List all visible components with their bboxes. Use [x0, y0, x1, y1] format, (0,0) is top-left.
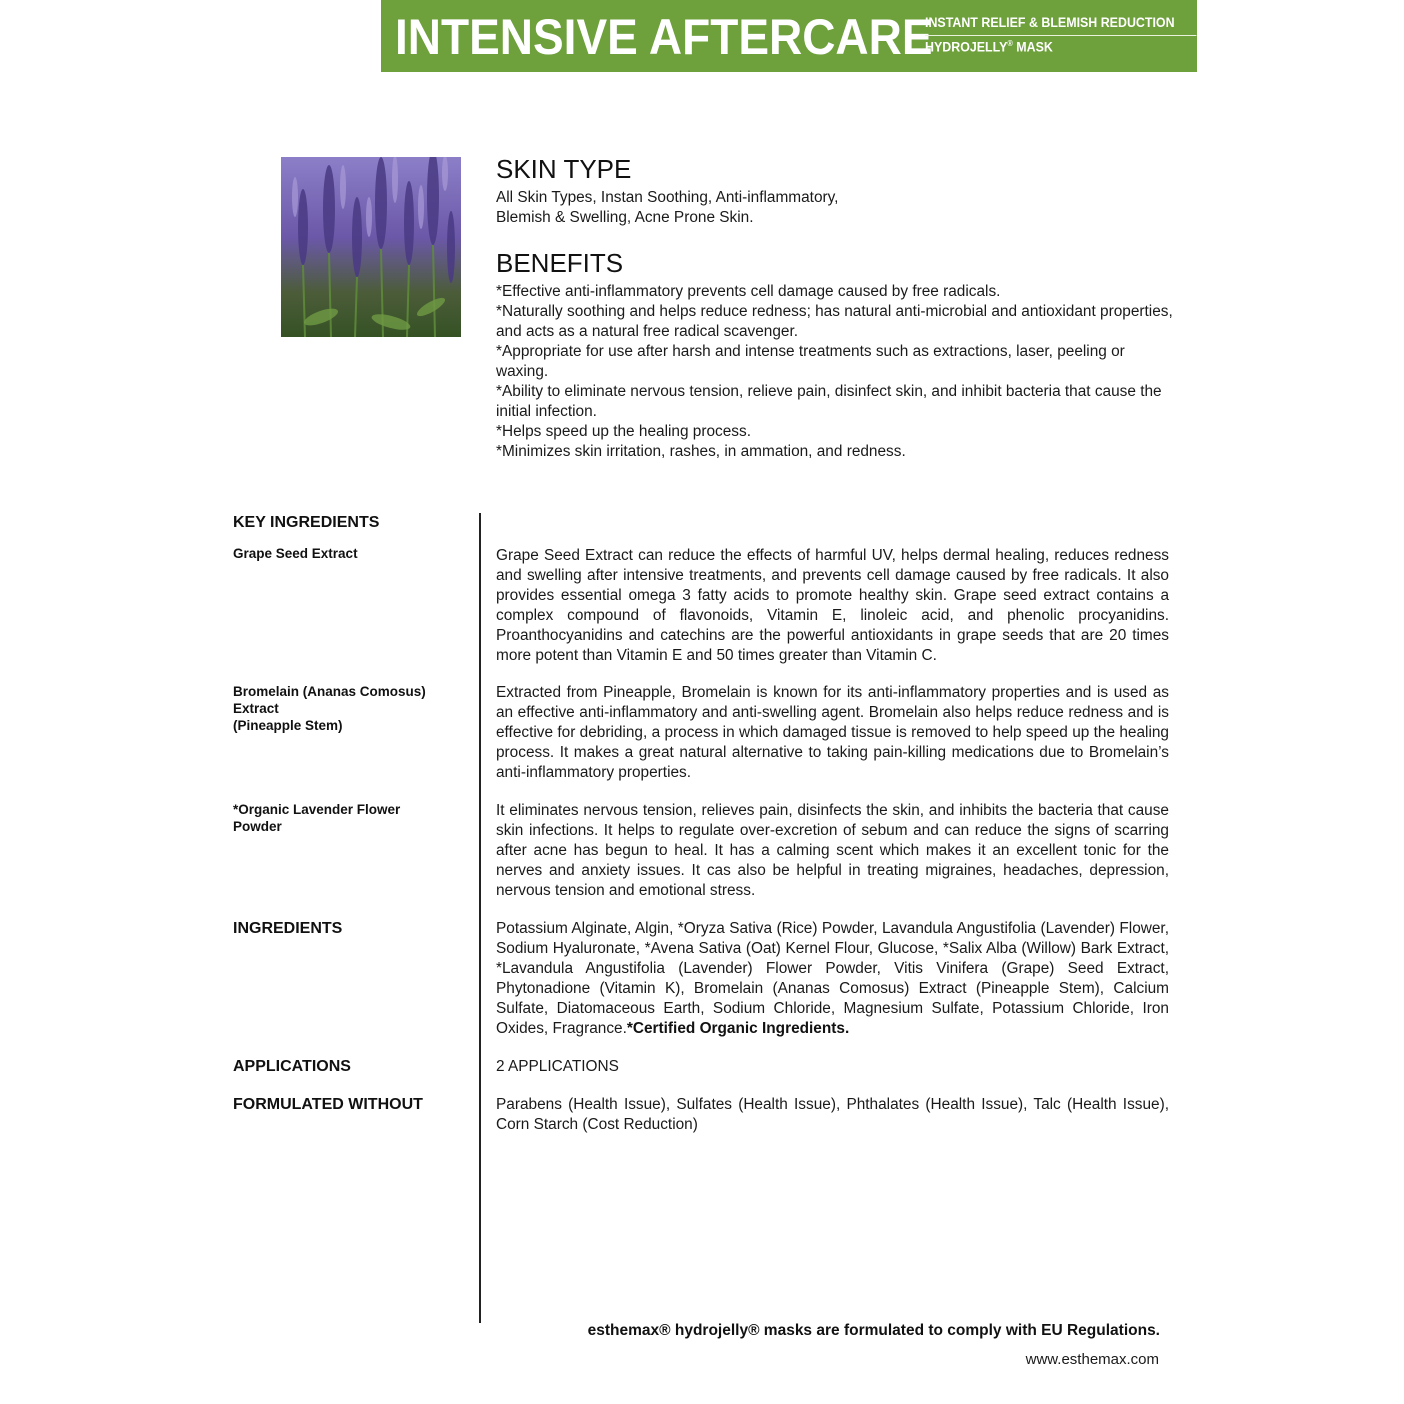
lavender-illustration [281, 157, 461, 337]
applications-heading: APPLICATIONS [233, 1058, 351, 1075]
ingredient-name-line: *Organic Lavender Flower [233, 802, 401, 817]
header-banner [381, 0, 1197, 72]
skin-type-text [496, 188, 1176, 228]
ingredients-list: Potassium Alginate, Algin, *Oryza Sativa (Rice) Powder, Lavandula Angustifolia (Lavender) Flower, Sodium Hyaluronate, *Avena Sativa (Oat) Kernel Flour, Glucose, *Salix Alba (Willow) Bark Extract, *Lavandula Angustifolia (Lavender) Flower Powder, Vitis Vinifera (Grape) Seed Extract, Phytonadione (Vitamin K), Bromelain (Ananas Comosus) Extract (Pineapple Stem), Calcium Sulfate, Diatomaceous Earth, Sodium Chloride, Magnesium Sulfate, Potassium Chloride, Iron Oxides, Fragrance. [496, 920, 1169, 1037]
benefit-item: *Naturally soothing and helps reduce redness; has natural anti-microbial and antioxidant properties, and acts as a natural free radical scavenger. [496, 303, 1173, 340]
benefit-item: *Helps speed up the healing process. [496, 423, 751, 440]
subtitle-line-1: INSTANT RELIEF & BLEMISH REDUCTION [925, 15, 1196, 36]
ingredient-name-line: Bromelain (Ananas Comosus) [233, 684, 426, 699]
product-title: INTENSIVE AFTERCARE [395, 9, 933, 65]
benefit-item: *Appropriate for use after harsh and intense treatments such as extractions, laser, peeling or waxing. [496, 343, 1125, 380]
subtitle-suffix: MASK [1012, 39, 1053, 55]
skin-type-heading: SKIN TYPE [496, 154, 632, 184]
formulated-without-heading: FORMULATED WITHOUT [233, 1096, 423, 1113]
registered-mark: ® [1007, 39, 1013, 48]
website-url[interactable]: www.esthemax.com [1025, 1351, 1159, 1368]
key-ingredients-heading: KEY INGREDIENTS [233, 514, 380, 531]
ingredient-text-bromelain: Extracted from Pineapple, Bromelain is known for its anti-inflammatory properties and is used as an effective anti-inflammatory and anti-swelling agent. Bromelain also helps reduce redness and is effective for debriding, a process in which damaged tissue is removed to help speed up the healing process. It makes a great natural alternative to taking pain-killing medications due to Bromelain’s anti-inflammatory properties. [496, 684, 1169, 781]
formulated-without-text: Parabens (Health Issue), Sulfates (Health Issue), Phthalates (Health Issue), Talc (Health Issue), Corn Starch (Cost Reduction) [496, 1096, 1169, 1133]
ingredient-name-grape-seed: Grape Seed Extract [233, 546, 358, 561]
ingredient-text-lavender: It eliminates nervous tension, relieves pain, disinfects the skin, and inhibits the bacteria that cause skin infections. It helps to regulate over-excretion of sebum and can reduce the signs of scarring after acne has begun to heal. It has a calming scent which makes it an excellent tonic for the nerves and anxiety issues. It cas also be helpful in treating migraines, headaches, depression, nervous tension and emotional stress. [496, 802, 1169, 899]
column-divider [479, 513, 481, 1323]
benefit-item: *Effective anti-inflammatory prevents cell damage caused by free radicals. [496, 283, 1001, 300]
ingredient-name-line: (Pineapple Stem) [233, 718, 343, 733]
lavender-photo [281, 157, 461, 337]
applications-text: 2 APPLICATIONS [496, 1058, 619, 1075]
subtitle-line-2 [925, 36, 1175, 55]
subtitle-brand: HYDROJELLY [925, 39, 1008, 55]
ingredient-name-line: Powder [233, 819, 282, 834]
product-subtitle [925, 15, 1175, 55]
ingredient-name-lavender [233, 801, 463, 835]
benefit-item: *Ability to eliminate nervous tension, relieve pain, disinfect skin, and inhibit bacteria that cause the initial infection. [496, 383, 1162, 420]
benefits-list [496, 282, 1176, 462]
ingredient-name-line: Extract [233, 701, 279, 716]
skin-type-line: Blemish & Swelling, Acne Prone Skin. [496, 209, 754, 226]
benefit-item: *Minimizes skin irritation, rashes, in ammation, and redness. [496, 443, 906, 460]
eu-compliance-note: esthemax® hydrojelly® masks are formulated to comply with EU Regulations. [587, 1322, 1160, 1339]
ingredient-name-bromelain [233, 683, 463, 734]
organic-note: *Certified Organic Ingredients. [626, 1020, 850, 1037]
ingredients-heading: INGREDIENTS [233, 920, 343, 937]
benefits-heading: BENEFITS [496, 248, 624, 278]
skin-type-line: All Skin Types, Instan Soothing, Anti-inflammatory, [496, 189, 839, 206]
ingredients-text [496, 919, 1169, 1039]
ingredient-text-grape-seed: Grape Seed Extract can reduce the effects of harmful UV, helps dermal healing, reduces redness and swelling after intensive treatments, and prevents cell damage caused by free radicals. It also provides essential omega 3 fatty acids to promote healthy skin. Grape seed extract contains a complex compound of flavonoids, Vitamin E, linoleic acid, and phenolic procyanidins. Proanthocyanidins and catechins are the powerful antioxidants in grape seeds that are 20 times more potent than Vitamin E and 50 times greater than Vitamin C. [496, 547, 1169, 664]
